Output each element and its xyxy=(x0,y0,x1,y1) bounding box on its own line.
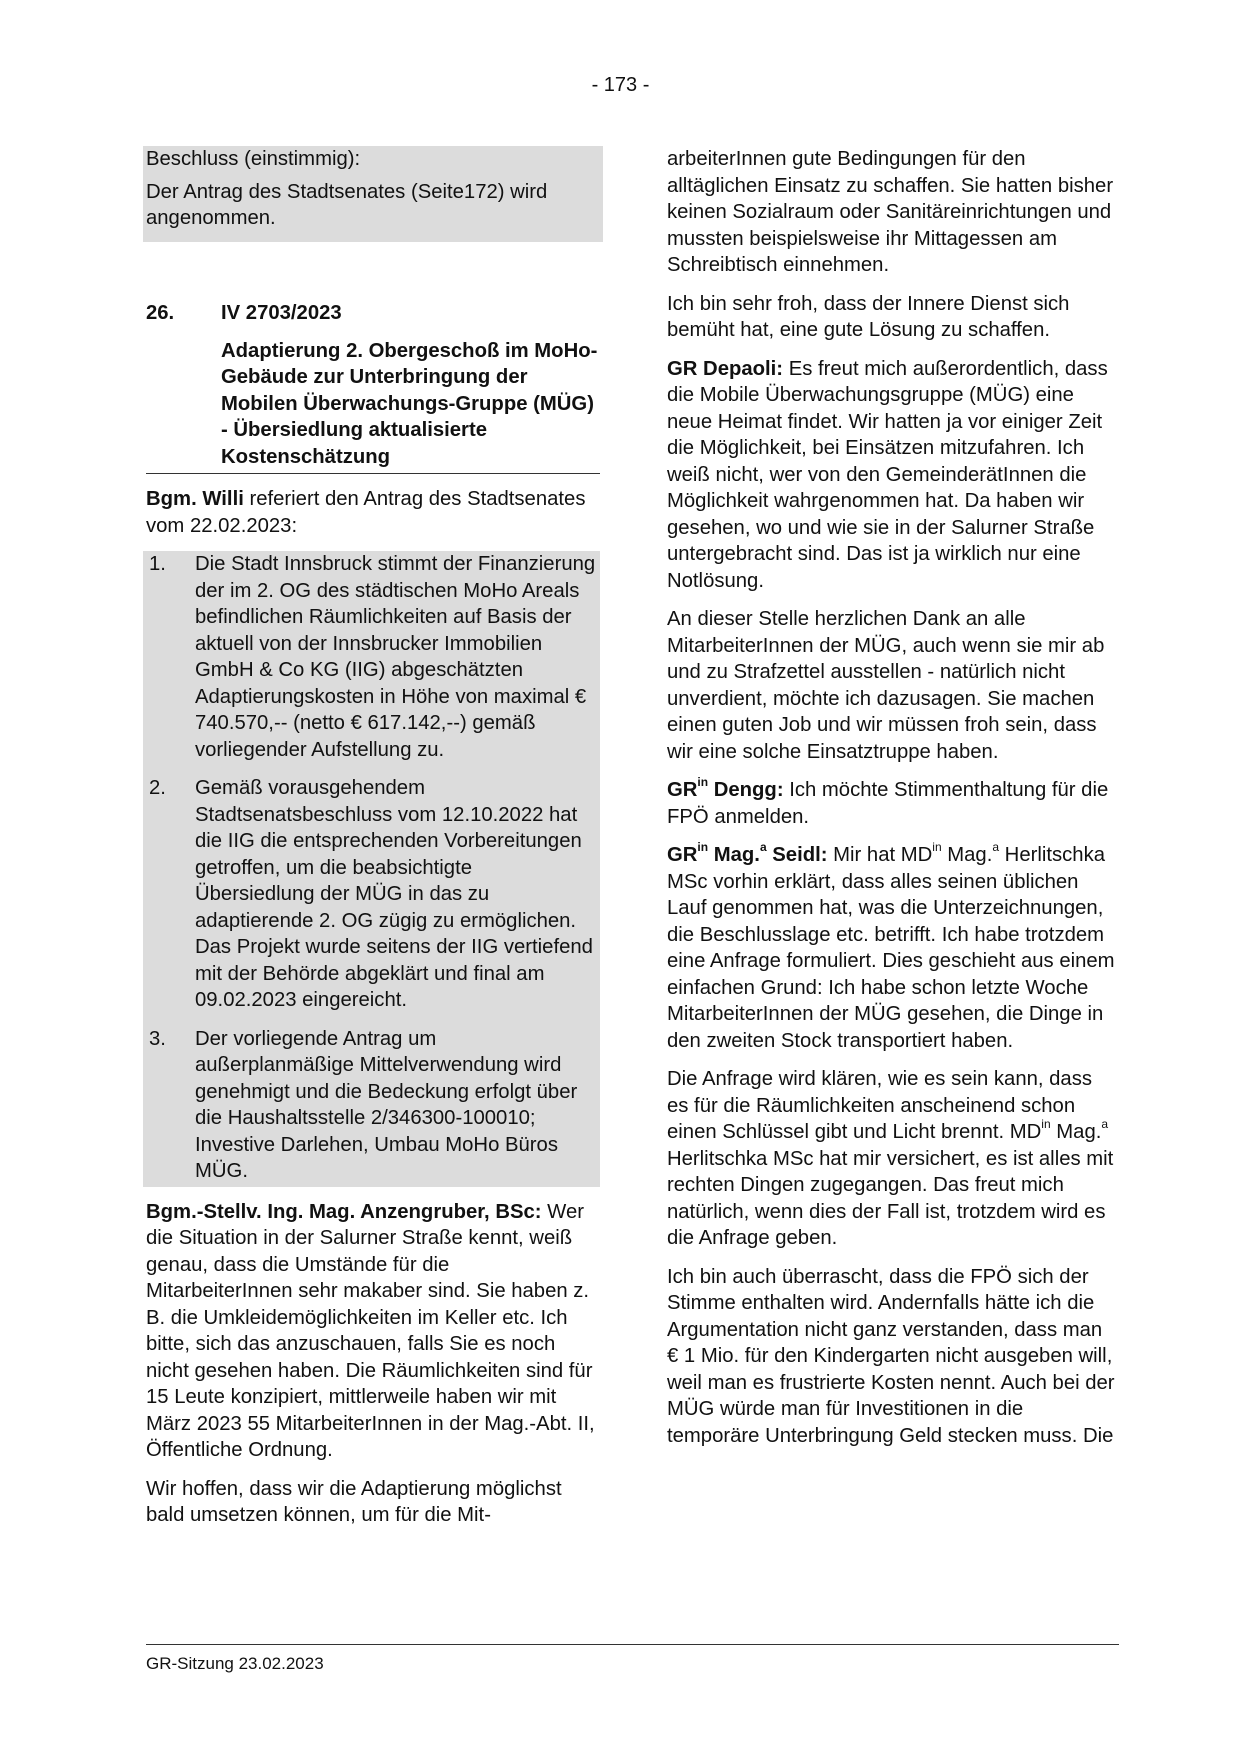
speech-paragraph-anfrage xyxy=(667,1066,1119,1252)
resolution-list xyxy=(143,551,600,1187)
speech-text: Es freut mich außerordentlich, dass die Mobile Überwachungsgruppe (MÜG) eine neue Heimat findet. Wir hatten ja vor einiger Zeit die Möglichkeit, bei Einsätzen mitzufahren. Ich weiß nicht, wer von den GemeinderätInnen die Möglichkeit wahrgenommen hat. Da haben wir gesehen, wo und wie sie in der Salurner Straße untergebracht sind. Das ist ja wirklich nur eine Notlösung. xyxy=(667,357,1108,592)
title-suffix: in xyxy=(932,840,942,855)
speech-paragraph xyxy=(667,606,1119,765)
speech-text: Ich bin auch überrascht, dass die FPÖ sich der Stimme enthalten wird. Andernfalls hätte ich die Argumentation nicht ganz verstanden, dass man € 1 Mio. für den Kindergarten nicht ausgeben will, weil man es frustrierte Kosten nennt. Auch bei der MÜG würde man für Investitionen in die temporäre Unterbringung Geld stecken muss. Die xyxy=(667,1265,1115,1447)
speech-text: Mir hat MD xyxy=(827,844,933,866)
left-column xyxy=(146,146,600,1541)
right-column xyxy=(667,146,1119,1461)
resolution-item xyxy=(146,1026,597,1187)
speech-text: Herlitschka MSc hat mir versichert, es ist alles mit rechten Dingen zugegangen. Das freut mich natürlich, wenn dies der Fall ist, trotzdem wird es die Anfrage geben. xyxy=(667,1147,1114,1249)
speaker-title-suffix: in xyxy=(697,840,709,855)
speaker-name xyxy=(667,775,784,801)
resolution-item-text: Der vorliegende Antrag um außerplanmäßige Mittelverwendung wird genehmigt und die Bedeckung erfolgt über die Haushaltsstelle 2/346300-100010; Investive Darlehen, Umbau MoHo Büros MÜG. xyxy=(195,1027,578,1182)
title-suffix: in xyxy=(1041,1117,1051,1132)
speech-paragraph xyxy=(146,1476,600,1529)
title-suffix: a xyxy=(992,840,1000,855)
agenda-item-title: Adaptierung 2. Obergeschoß im MoHo-Gebäude zur Unterbringung der Mobilen Überwachungs-Gruppe (MÜG) - Übersiedlung aktualisierte Kostenschätzung xyxy=(146,338,600,475)
agenda-item-code: IV 2703/2023 xyxy=(221,301,342,324)
speech-text: Herlitschka MSc vorhin erklärt, dass alles seinen üblichen Lauf genommen hat, was die Unterzeichnungen, die Beschlusslage etc. betrifft. Ich habe trotzdem eine Anfrage formuliert. Dies geschieht aus einem einfachen Grund: Ich habe schon letzte Woche MitarbeiterInnen der MÜG gesehen, die Dinge in den zweiten Stock transportiert haben. xyxy=(667,844,1115,1052)
resolution-item-number: 2. xyxy=(149,777,166,799)
speaker-surname: Seidl: xyxy=(766,844,828,866)
speaker-degree-suffix: a xyxy=(759,840,767,855)
agenda-item-heading xyxy=(146,300,600,326)
resolution-item-text: Die Stadt Innsbruck stimmt der Finanzierung der im 2. OG des städtischen MoHo Areals befindlichen Räumlichkeiten auf Basis der aktuell von der Innsbrucker Immobilien GmbH & Co KG (IIG) abgeschätzten Adaptierungskosten in Höhe von maximal € 740.570,-- (netto € 617.142,--) gemäß vorliegender Aufstellung zu. xyxy=(195,553,596,761)
speaker-surname: Dengg: xyxy=(708,779,784,801)
beschluss-box xyxy=(143,146,603,242)
speaker-title: GR xyxy=(667,844,698,866)
speech-text: Mag. xyxy=(1050,1121,1102,1143)
speech-paragraph xyxy=(146,1199,600,1464)
intro-speaker: Bgm. Willi xyxy=(146,488,244,510)
speaker-title: GR xyxy=(667,779,698,801)
speech-paragraph xyxy=(667,1264,1119,1450)
intro-paragraph xyxy=(146,486,600,539)
beschluss-text: Der Antrag des Stadtsenates (Seite172) wird angenommen. xyxy=(146,180,548,229)
page-number: - 173 - xyxy=(591,74,650,96)
intro-text: referiert den Antrag des Stadtsenates vom 22.02.2023: xyxy=(146,488,586,537)
speaker-degree: Mag. xyxy=(708,844,760,866)
footer-session-date: GR-Sitzung 23.02.2023 xyxy=(146,1654,324,1673)
speaker-name xyxy=(667,840,828,866)
resolution-item-text: Gemäß vorausgehendem Stadtsenatsbeschluss vom 12.10.2022 hat die IIG die entsprechenden Vorbereitungen getroffen, um die beabsichtigte Übersiedlung der MÜG in das zu adaptierende 2. OG zügig zu ermöglichen. Das Projekt wurde seitens der IIG vertiefend mit der Behörde abgeklärt und final am 09.02.2023 eingereicht. xyxy=(195,777,593,1011)
speech-text: An dieser Stelle herzlichen Dank an alle MitarbeiterInnen der MÜG, auch wenn sie mir ab und zu Strafzettel ausstellen - natürlich nicht unverdient, möchte ich dazusagen. Sie machen einen guten Job und wir müssen froh sein, dass wir eine solche Einsatztruppe haben. xyxy=(667,608,1105,763)
speech-text: Wer die Situation in der Salurner Straße kennt, weiß genau, dass die Umstände für die MitarbeiterInnen sehr makaber sind. Sie haben z. B. die Umkleidemöglichkeiten im Keller etc. Ich bitte, sich das anzuschauen, falls Sie es noch nicht gesehen haben. Die Räumlichkeiten sind für 15 Leute konzipiert, mittlerweile haben wir mit März 2023 55 MitarbeiterInnen in der Mag.-Abt. II, Öffentliche Ordnung. xyxy=(146,1200,595,1461)
speech-text: Ich bin sehr froh, dass der Innere Dienst sich bemüht hat, eine gute Lösung zu schaffen. xyxy=(667,292,1070,341)
speech-text: Die Anfrage wird klären, wie es sein kann, dass es für die Räumlichkeiten anscheinend schon einen Schlüssel gibt und Licht brennt. MD xyxy=(667,1068,1092,1143)
resolution-item xyxy=(146,551,597,775)
speech-text: Ich möchte Stimmenthaltung für die FPÖ anmelden. xyxy=(667,779,1109,828)
speech-text: arbeiterInnen gute Bedingungen für den alltäglichen Einsatz zu schaffen. Sie hatten bisher keinen Sozialraum oder Sanitäreinrichtungen und mussten beispielsweise ihr Mittagessen am Schreibtisch einnehmen. xyxy=(667,148,1114,276)
speaker-title-suffix: in xyxy=(697,775,709,790)
speaker-name: Bgm.-Stellv. Ing. Mag. Anzengruber, BSc: xyxy=(146,1200,542,1223)
speaker-name: GR Depaoli: xyxy=(667,357,784,380)
speech-paragraph xyxy=(667,146,1119,279)
footer-divider xyxy=(146,1644,1119,1645)
speech-paragraph-seidl xyxy=(667,842,1119,1054)
speech-text: Mag. xyxy=(941,844,993,866)
speech-text: Wir hoffen, dass wir die Adaptierung möglichst bald umsetzen können, um für die Mit- xyxy=(146,1477,562,1526)
resolution-item-number: 1. xyxy=(149,553,166,575)
resolution-item-number: 3. xyxy=(149,1027,166,1050)
speech-paragraph-dengg xyxy=(667,777,1119,830)
speech-paragraph xyxy=(667,356,1119,595)
speech-paragraph xyxy=(667,291,1119,344)
agenda-item-number: 26. xyxy=(146,301,175,324)
beschluss-label: Beschluss (einstimmig): xyxy=(146,148,361,170)
resolution-item xyxy=(146,775,597,1026)
title-suffix: a xyxy=(1101,1117,1109,1132)
